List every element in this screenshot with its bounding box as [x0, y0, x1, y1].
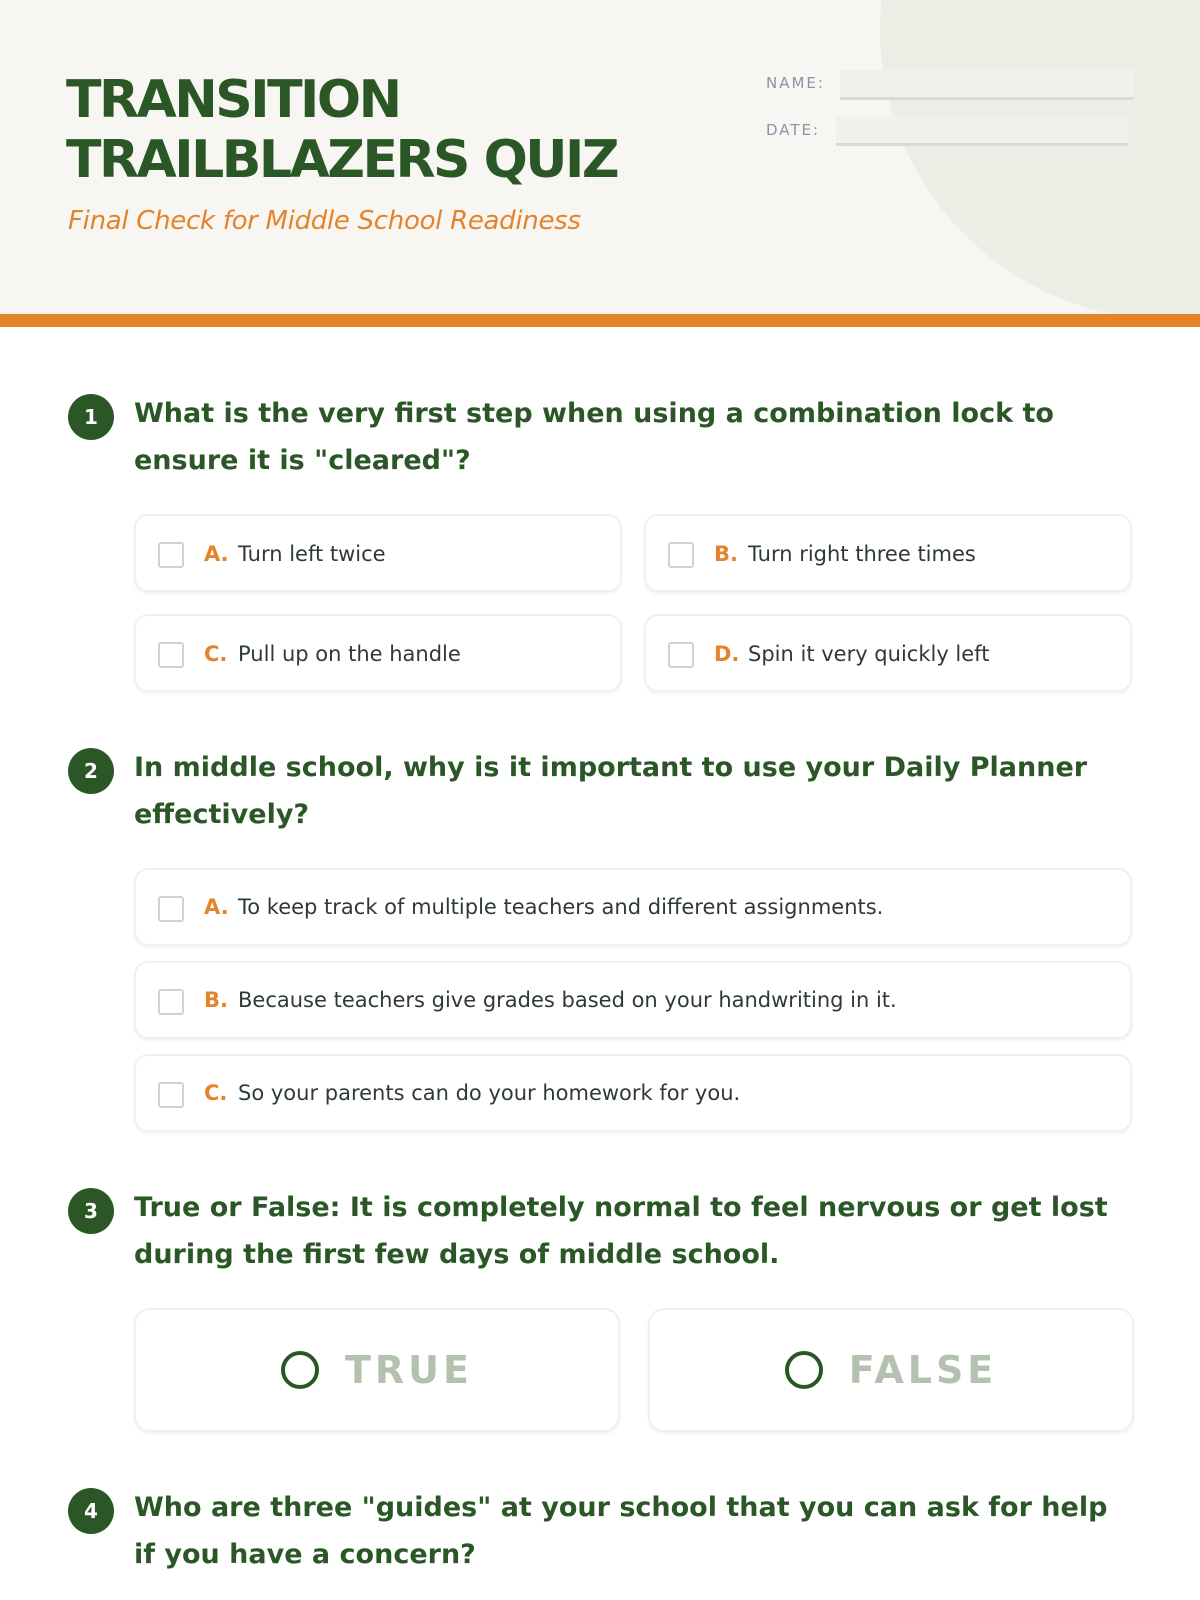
name-label: NAME:: [766, 74, 825, 92]
question-number: 2: [68, 748, 114, 794]
name-field[interactable]: [840, 70, 1134, 100]
title-line-2: TRAILBLAZERS QUIZ: [66, 130, 618, 190]
q2-option-a[interactable]: [134, 868, 1132, 946]
quiz-title: [66, 70, 746, 190]
question-text: In middle school, why is it important to use your Daily Planner effectively?: [134, 752, 1088, 830]
option-text: Turn right three times: [748, 542, 976, 566]
option-text: To keep track of multiple teachers and different assignments.: [238, 895, 884, 919]
checkbox[interactable]: [158, 642, 184, 668]
option-text: Because teachers give grades based on your handwriting in it.: [238, 988, 897, 1012]
option-letter: A.: [204, 895, 229, 919]
header-divider: [0, 314, 1200, 327]
option-text: Turn left twice: [238, 542, 386, 566]
checkbox[interactable]: [158, 1082, 184, 1108]
decorative-circle: [880, 0, 1200, 314]
q2-option-b[interactable]: [134, 961, 1132, 1039]
checkbox[interactable]: [668, 642, 694, 668]
checkbox[interactable]: [158, 989, 184, 1015]
question-number: 4: [68, 1488, 114, 1534]
true-option[interactable]: [134, 1308, 620, 1432]
question-number: 3: [68, 1188, 114, 1234]
radio-button[interactable]: [281, 1351, 319, 1389]
false-option[interactable]: [648, 1308, 1134, 1432]
date-field[interactable]: [836, 116, 1128, 146]
q1-option-c[interactable]: [134, 614, 622, 692]
date-label: DATE:: [766, 121, 821, 139]
q2-option-c[interactable]: [134, 1054, 1132, 1132]
checkbox[interactable]: [668, 542, 694, 568]
true-label: TRUE: [345, 1348, 473, 1392]
option-letter: B.: [714, 542, 738, 566]
option-letter: D.: [714, 642, 740, 666]
q1-option-b[interactable]: [644, 514, 1132, 592]
quiz-subtitle: Final Check for Middle School Readiness: [68, 206, 581, 236]
checkbox[interactable]: [158, 542, 184, 568]
option-text: Spin it very quickly left: [748, 642, 990, 666]
false-label: FALSE: [848, 1348, 998, 1392]
question-number: 1: [68, 394, 114, 440]
option-letter: C.: [204, 642, 228, 666]
option-text: So your parents can do your homework for you.: [238, 1081, 741, 1105]
q1-option-a[interactable]: [134, 514, 622, 592]
question-text: Who are three "guides" at your school that you can ask for help if you have a concern?: [134, 1492, 1108, 1570]
radio-button[interactable]: [785, 1351, 823, 1389]
title-line-1: TRANSITION: [66, 70, 400, 130]
option-letter: A.: [204, 542, 229, 566]
question-text: True or False: It is completely normal to feel nervous or get lost during the first few days of middle school.: [134, 1192, 1108, 1270]
checkbox[interactable]: [158, 896, 184, 922]
option-letter: B.: [204, 988, 228, 1012]
option-text: Pull up on the handle: [238, 642, 461, 666]
q1-option-d[interactable]: [644, 614, 1132, 692]
quiz-header: [0, 0, 1200, 314]
option-letter: C.: [204, 1081, 228, 1105]
question-text: What is the very first step when using a combination lock to ensure it is "cleared"?: [134, 398, 1054, 476]
